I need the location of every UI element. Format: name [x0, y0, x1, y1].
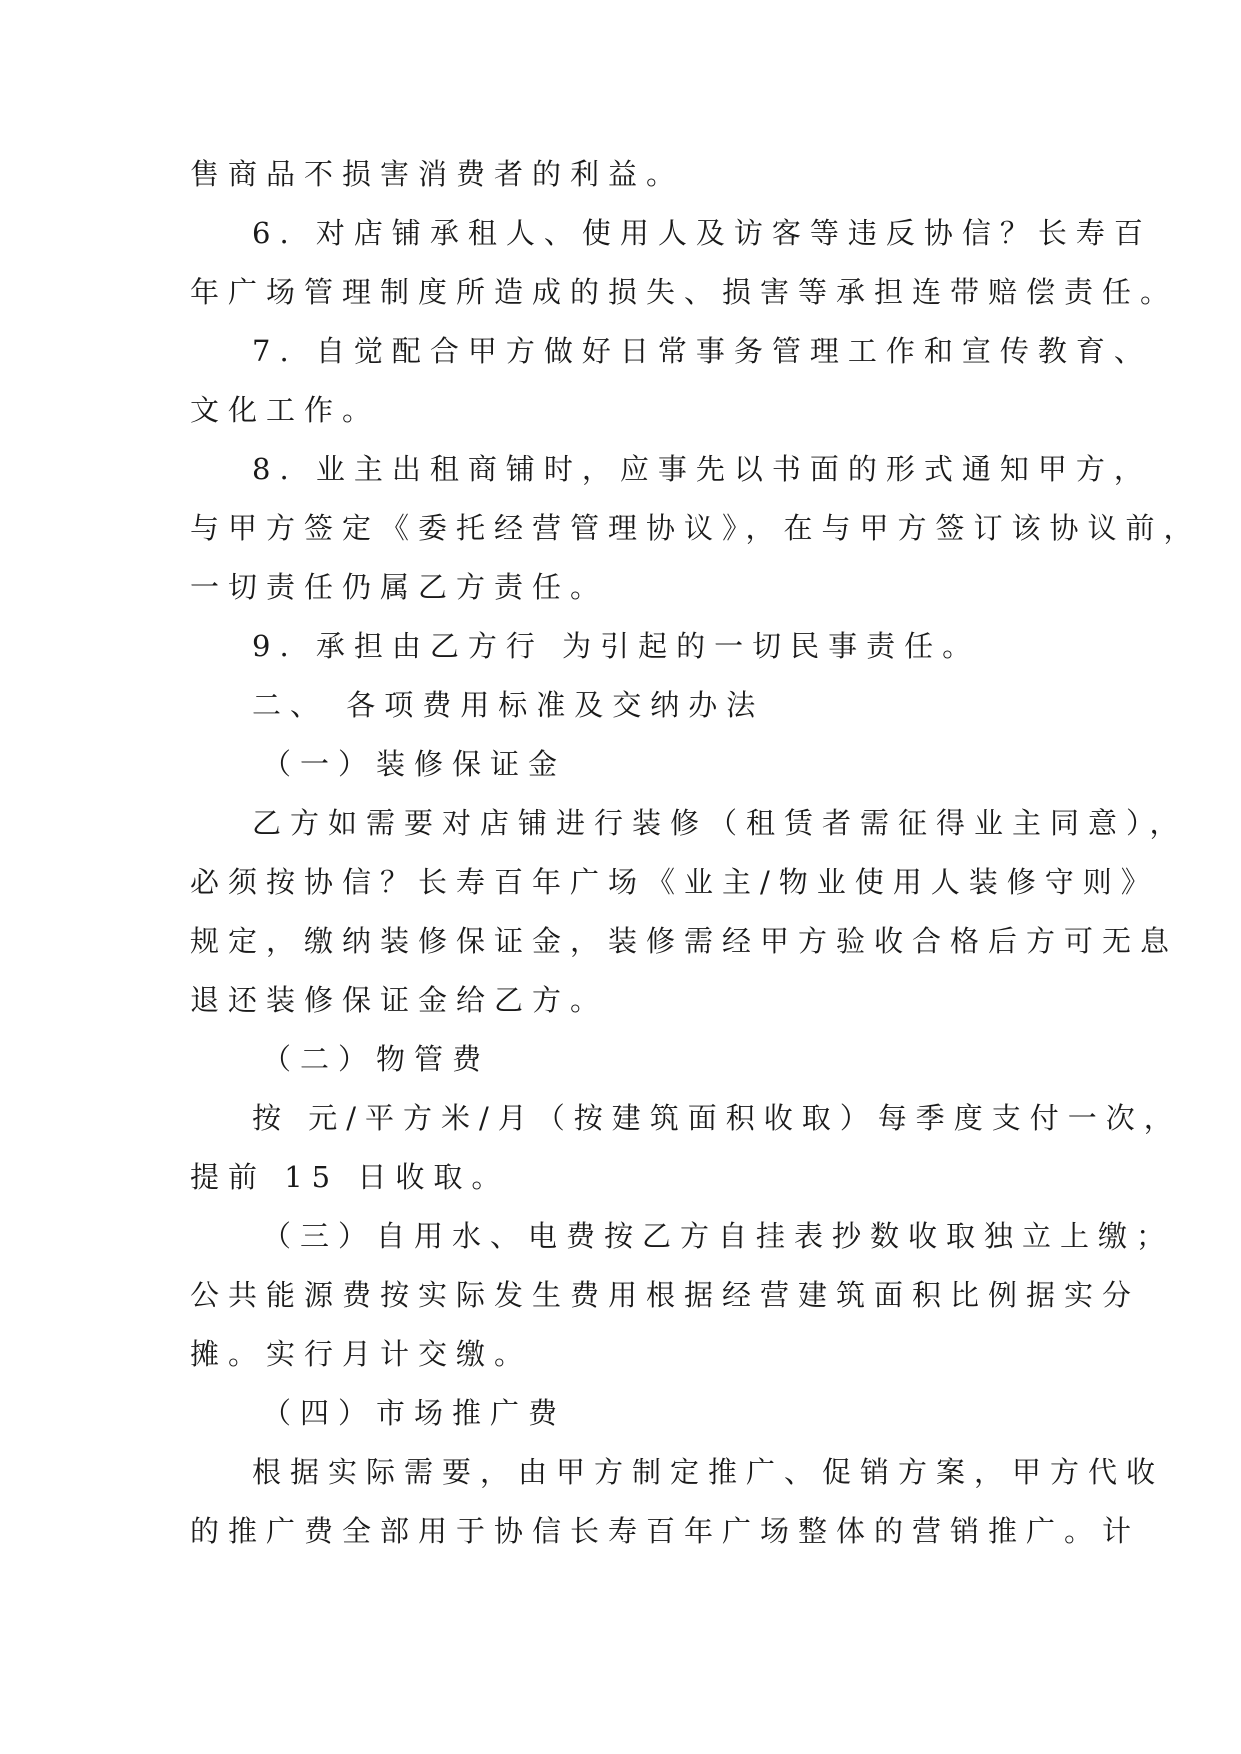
text-line: 摊。实行月计交缴。: [190, 1337, 533, 1371]
section-heading: 二、 各项费用标准及交纳办法: [252, 688, 765, 722]
text-line: 文化工作。: [190, 393, 381, 427]
text-line: 退还装修保证金给乙方。: [190, 983, 609, 1017]
text-line: 提前 15 日收取。: [190, 1160, 510, 1194]
text-line: 6. 对店铺承租人、使用人及访客等违反协信？长寿百: [252, 216, 1152, 250]
text-line: 公共能源费按实际发生费用根据经营建筑面积比例据实分: [190, 1278, 1141, 1312]
text-line: 乙方如需要对店铺进行装修（租赁者需征得业主同意），: [252, 806, 1188, 840]
text-line: 根据实际需要，由甲方制定推广、促销方案，甲方代收: [252, 1455, 1165, 1489]
text-line: 与甲方签定《委托经营管理协议》，在与甲方签订该协议前，: [190, 511, 1202, 545]
subsection-heading: （一）装修保证金: [262, 747, 567, 781]
text-line: 9. 承担由乙方行 为引起的一切民事责任。: [252, 629, 981, 663]
text-line: 的推广费全部用于协信长寿百年广场整体的营销推广。计: [190, 1514, 1141, 1548]
text-line: 年广场管理制度所造成的损失、损害等承担连带赔偿责任。: [190, 275, 1179, 309]
text-line: 售商品不损害消费者的利益。: [190, 157, 685, 191]
text-line: 8. 业主出租商铺时，应事先以书面的形式通知甲方，: [252, 452, 1152, 486]
text-line: 必须按协信？长寿百年广场《业主/物业使用人装修守则》: [190, 865, 1159, 899]
text-line: 7. 自觉配合甲方做好日常事务管理工作和宣传教育、: [252, 334, 1152, 368]
subsection-heading: （二）物管费: [262, 1042, 491, 1076]
text-line: 一切责任仍属乙方责任。: [190, 570, 609, 604]
subsection-heading: （三）自用水、电费按乙方自挂表抄数收取独立上缴；: [262, 1219, 1175, 1253]
text-line: 规定，缴纳装修保证金，装修需经甲方验收合格后方可无息: [190, 924, 1179, 958]
subsection-heading: （四）市场推广费: [262, 1396, 567, 1430]
text-line: 按 元/平方米/月（按建筑面积收取）每季度支付一次，: [252, 1101, 1182, 1135]
